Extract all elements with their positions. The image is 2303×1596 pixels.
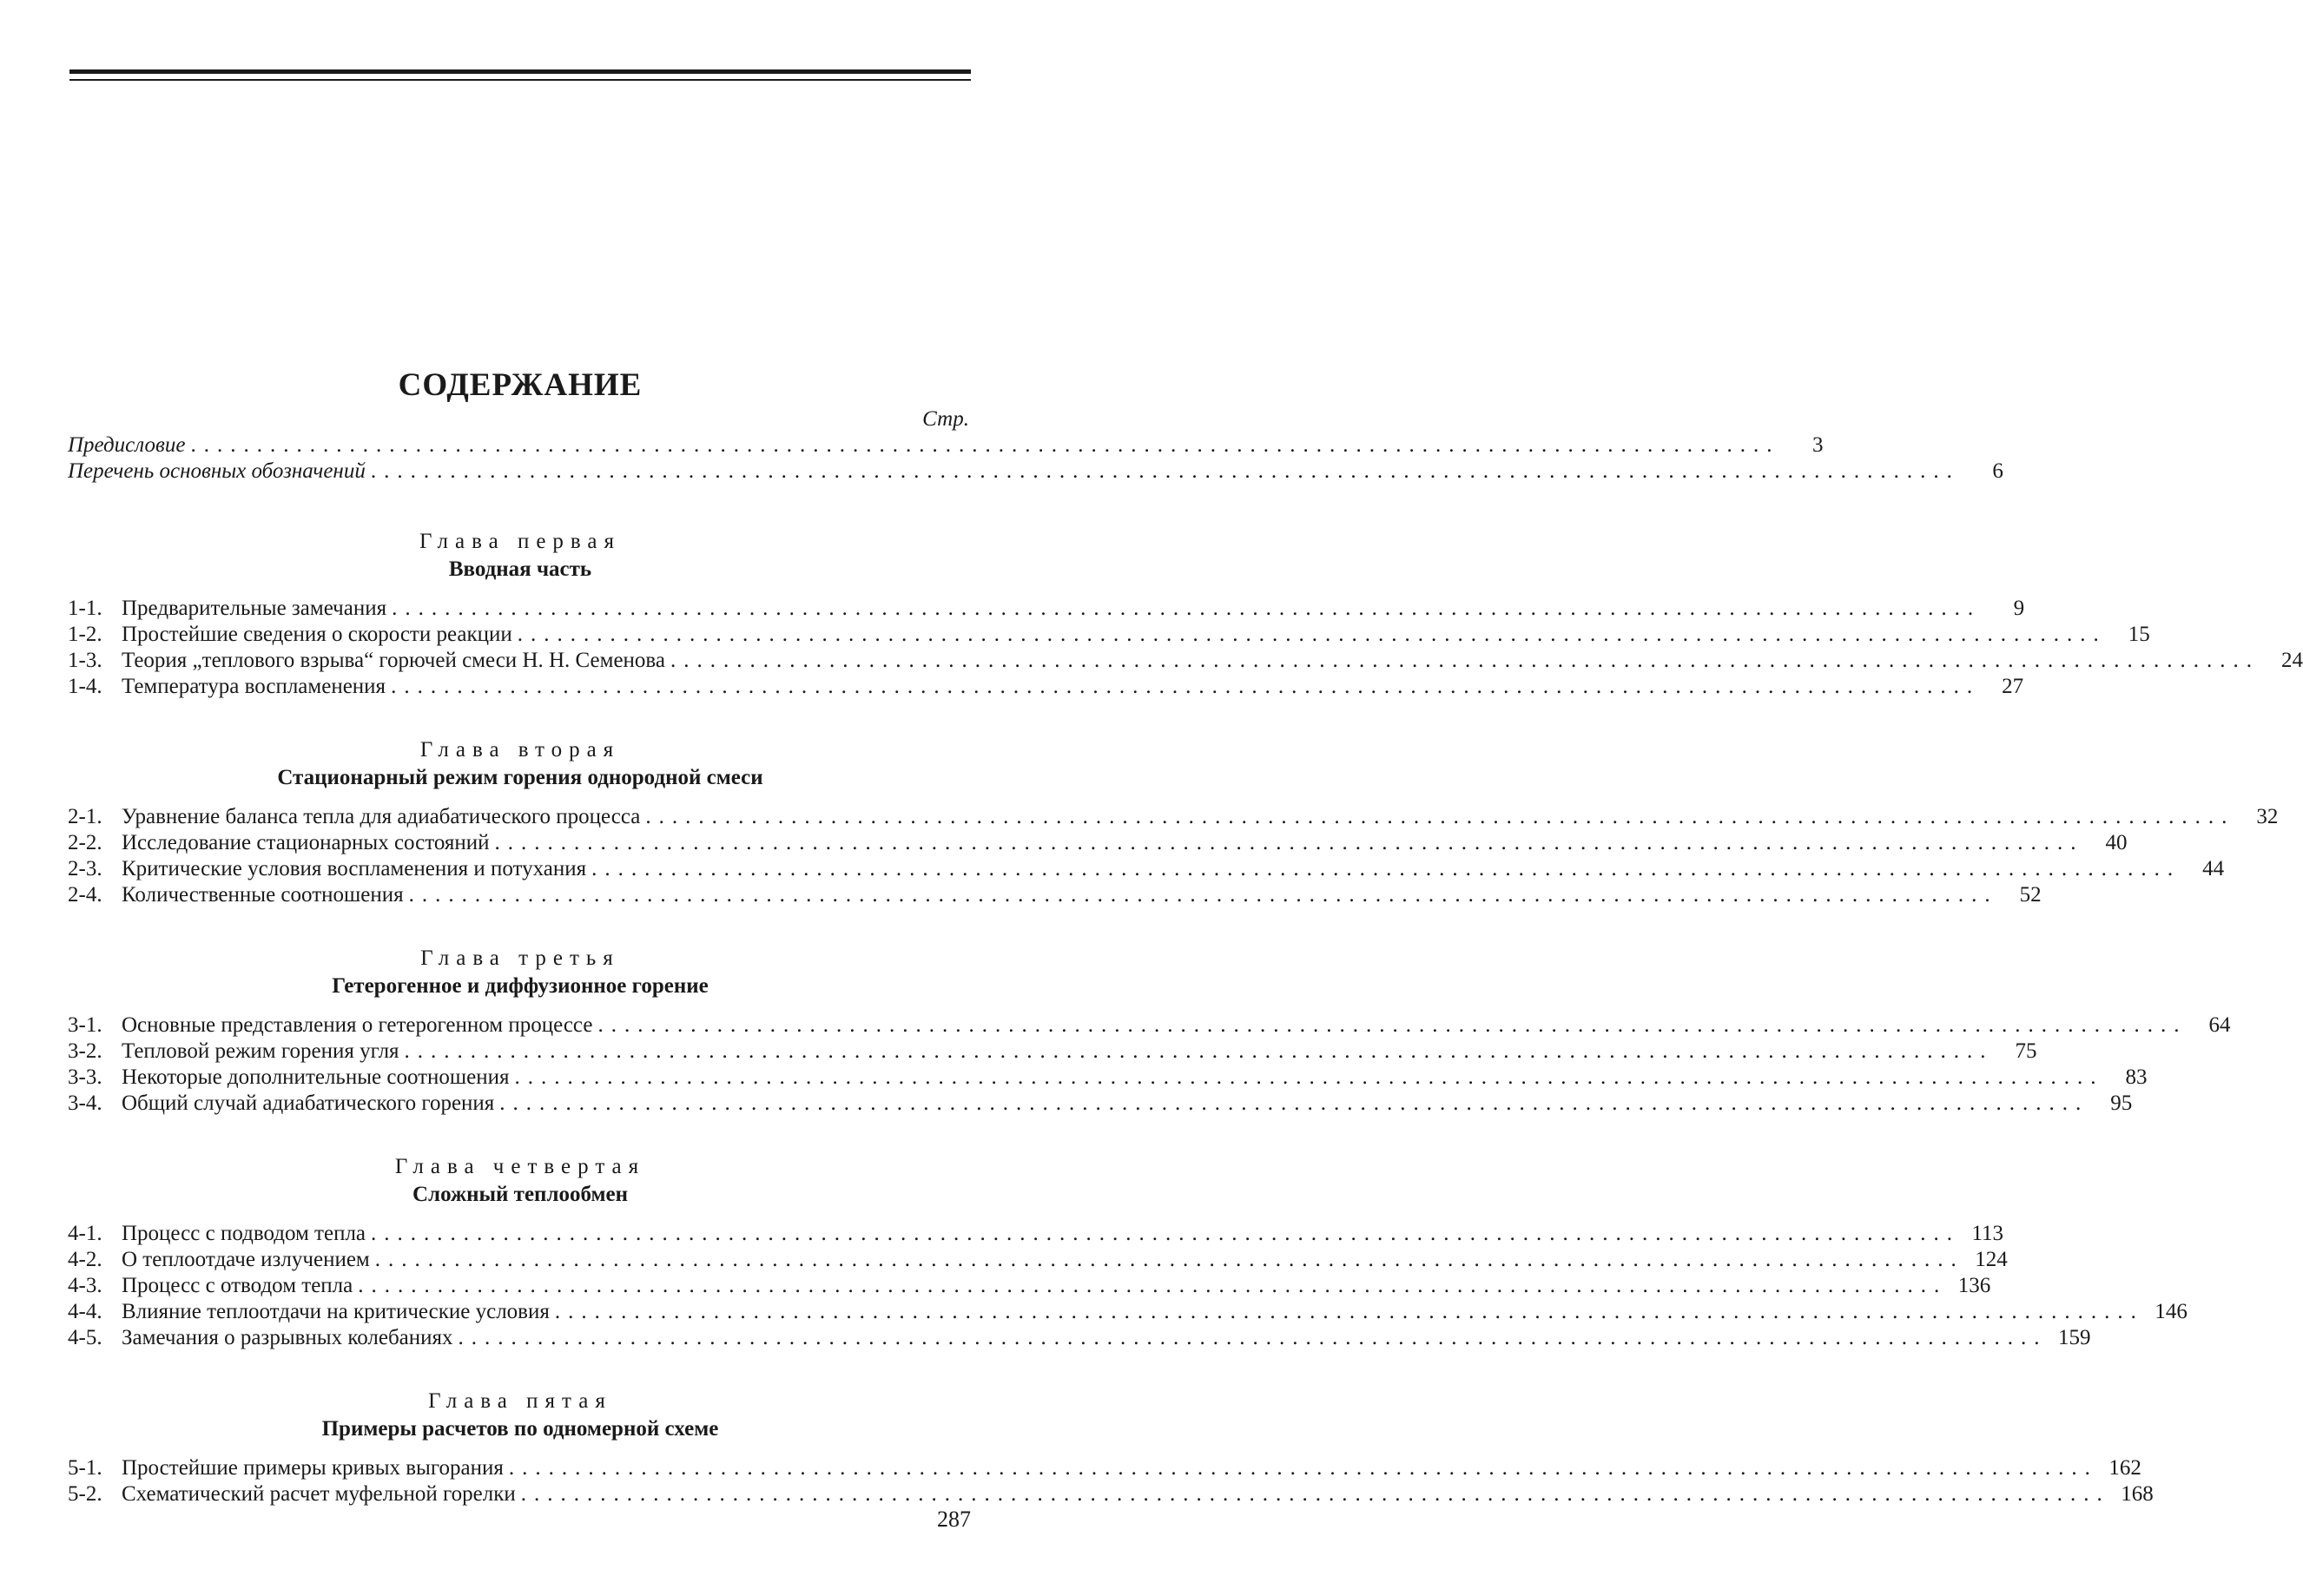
toc-entry-text: Схематический расчет муфельной горелки xyxy=(122,1482,516,1506)
toc-entry-page: 95 xyxy=(2110,1091,2133,1115)
toc-entry-text: Критические условия воспламенения и потухания xyxy=(122,857,587,880)
toc-entry-number: 4-2. xyxy=(68,1248,102,1271)
toc-entry-text: Влияние теплоотдачи на критические условия xyxy=(122,1300,550,1323)
leader-dots: ........................................................................................................................ xyxy=(358,1274,1948,1297)
toc-entry-text: О теплоотдаче излучением xyxy=(122,1248,370,1271)
toc-entry-number: 1-2. xyxy=(68,623,102,646)
leader-dots: ........................................................................................................................ xyxy=(371,1222,1961,1245)
leader-dots: ........................................................................................................................ xyxy=(645,805,2235,828)
toc-entry[interactable] xyxy=(68,622,2150,648)
toc-entry-number: 2-1. xyxy=(68,805,102,828)
chapter-section xyxy=(68,736,2279,908)
toc-entry-page: 136 xyxy=(1957,1274,1991,1297)
toc-entry-page: 9 xyxy=(2013,597,2025,620)
toc-entry[interactable] xyxy=(68,674,2024,700)
toc-entry-number: 4-5. xyxy=(68,1326,102,1349)
toc-entry-text: Простейшие примеры кривых выгорания xyxy=(122,1456,504,1480)
section-gap xyxy=(68,908,973,945)
toc-entry-page: 32 xyxy=(2256,805,2279,828)
leader-dots: ........................................................................................................................ xyxy=(408,883,1998,907)
toc-entry[interactable] xyxy=(68,1481,2154,1507)
leader-dots: ........................................................................................................................ xyxy=(374,1248,1964,1271)
toc-entry-number: 5-2. xyxy=(68,1482,102,1506)
toc-entry-text: Перечень основных обозначений xyxy=(68,459,366,483)
toc-entry[interactable] xyxy=(68,1065,2148,1091)
toc-entry-page: 168 xyxy=(2121,1482,2154,1506)
chapter-label: Глава вторая xyxy=(419,738,621,762)
page-title: СОДЕРЖАНИЕ xyxy=(398,367,643,403)
toc-entry[interactable] xyxy=(68,1455,2141,1481)
toc-entry-text: Основные представления о гетерогенном процессе xyxy=(122,1013,593,1037)
toc-entry-text: Тепловой режим горения угля xyxy=(122,1039,399,1063)
toc-entry-number: 3-1. xyxy=(68,1013,102,1037)
toc-entry-text: Процесс с отводом тепла xyxy=(122,1274,353,1297)
chapter-list xyxy=(68,485,2303,1507)
leader-dots: ........................................................................................................................ xyxy=(391,675,1981,698)
toc-entry-page: 40 xyxy=(2105,831,2128,854)
chapter-title: Примеры расчетов по одномерной схеме xyxy=(321,1417,719,1441)
toc-entry[interactable] xyxy=(68,1299,2188,1325)
chapter-label: Глава третья xyxy=(420,946,620,970)
chapter-title: Стационарный режим горения однородной смеси xyxy=(277,766,763,789)
toc-entry-number: 1-1. xyxy=(68,597,102,620)
leader-dots: ........................................................................................................................ xyxy=(670,649,2260,672)
toc-entry-page: 146 xyxy=(2155,1300,2188,1323)
top-rule xyxy=(69,69,971,74)
toc-entry[interactable] xyxy=(68,1091,2133,1117)
leader-dots: ........................................................................................................................ xyxy=(591,857,2181,880)
toc-entry-number: 2-4. xyxy=(68,883,102,907)
section-gap xyxy=(68,1117,973,1153)
toc-entry-page: 52 xyxy=(2019,883,2042,907)
toc-entry[interactable] xyxy=(68,1247,2008,1273)
toc-entry-number: 2-3. xyxy=(68,857,102,880)
toc-entry-number: 4-3. xyxy=(68,1274,102,1297)
leader-dots: ........................................................................................................................ xyxy=(190,433,1780,457)
leader-dots: ........................................................................................................................ xyxy=(517,623,2107,646)
toc-entry-number: 4-1. xyxy=(68,1222,102,1245)
table-of-contents xyxy=(68,365,2303,1507)
leader-dots: ........................................................................................................................ xyxy=(370,459,1960,483)
section-gap xyxy=(68,1351,973,1388)
toc-entry-number: 4-4. xyxy=(68,1300,102,1323)
leader-dots: ........................................................................................................................ xyxy=(514,1065,2104,1089)
toc-entry-text: Количественные соотношения xyxy=(122,883,404,907)
toc-entry-text: Предисловие xyxy=(68,433,186,457)
toc-entry-text: Замечания о разрывных колебаниях xyxy=(122,1326,453,1349)
toc-entry-number: 3-3. xyxy=(68,1065,102,1089)
leader-dots: ........................................................................................................................ xyxy=(392,597,1982,620)
page-column-label: Стр. xyxy=(922,407,969,431)
chapter-section xyxy=(68,1153,2188,1351)
front-matter xyxy=(68,432,2003,485)
toc-entry-text: Исследование стационарных состояний xyxy=(122,831,490,854)
toc-entry-page: 15 xyxy=(2128,623,2150,646)
toc-entry-number: 2-2. xyxy=(68,831,102,854)
toc-entry[interactable] xyxy=(68,432,1824,458)
toc-entry-number: 1-3. xyxy=(68,649,102,672)
leader-dots: ........................................................................................................................ xyxy=(520,1482,2110,1506)
leader-dots: ........................................................................................................................ xyxy=(508,1456,2098,1480)
chapter-section xyxy=(68,528,2303,700)
toc-entry[interactable] xyxy=(68,1273,1991,1299)
toc-entry-page: 113 xyxy=(1971,1222,2004,1245)
toc-entry[interactable] xyxy=(68,830,2128,856)
toc-entry-page: 6 xyxy=(1992,459,2003,483)
toc-entry-text: Процесс с подводом тепла xyxy=(122,1222,366,1245)
toc-entry[interactable] xyxy=(68,1039,2037,1065)
toc-entry-page: 24 xyxy=(2281,649,2303,672)
section-gap xyxy=(68,700,973,736)
leader-dots: ........................................................................................................................ xyxy=(494,831,2084,854)
leader-dots: ........................................................................................................................ xyxy=(597,1013,2188,1037)
toc-entry-page: 124 xyxy=(1975,1248,2008,1271)
leader-dots: ........................................................................................................................ xyxy=(499,1091,2089,1115)
toc-entry[interactable] xyxy=(68,1325,2091,1351)
toc-entry[interactable] xyxy=(68,882,2042,908)
toc-entry-number: 5-1. xyxy=(68,1456,102,1480)
toc-entry-page: 162 xyxy=(2108,1456,2141,1480)
toc-entry-page: 64 xyxy=(2208,1013,2231,1037)
toc-entry-text: Общий случай адиабатического горения xyxy=(122,1091,495,1115)
toc-entry-number: 1-4. xyxy=(68,675,102,698)
toc-entry[interactable] xyxy=(68,458,2003,485)
top-rule-thin xyxy=(69,79,971,81)
chapter-section xyxy=(68,1388,2154,1507)
toc-entry-text: Теория „теплового взрыва“ горючей смеси Н. Н. Семенова xyxy=(122,649,665,672)
toc-entry[interactable] xyxy=(68,648,2303,674)
leader-dots: ........................................................................................................................ xyxy=(554,1300,2144,1323)
toc-entry-text: Некоторые дополнительные соотношения xyxy=(122,1065,510,1089)
toc-entry-page: 44 xyxy=(2202,857,2225,880)
toc-entry[interactable] xyxy=(68,1221,2004,1247)
toc-entry[interactable] xyxy=(68,804,2279,830)
toc-entry-page: 83 xyxy=(2125,1065,2148,1089)
section-gap xyxy=(68,485,973,528)
page-number: 287 xyxy=(937,1507,971,1532)
chapter-section xyxy=(68,945,2231,1117)
chapter-title: Сложный теплообмен xyxy=(412,1183,628,1206)
toc-entry-text: Предварительные замечания xyxy=(122,597,387,620)
leader-dots: ........................................................................................................................ xyxy=(458,1326,2048,1349)
toc-entry[interactable] xyxy=(68,856,2225,882)
chapter-label: Глава пятая xyxy=(428,1389,612,1413)
toc-entry-page: 3 xyxy=(1811,433,1824,457)
toc-entry-text: Простейшие сведения о скорости реакции xyxy=(122,623,512,646)
toc-entry-text: Температура воспламенения xyxy=(122,675,386,698)
toc-entry[interactable] xyxy=(68,1012,2231,1039)
toc-entry-text: Уравнение баланса тепла для адиабатического процесса xyxy=(122,805,641,828)
chapter-title: Вводная часть xyxy=(448,557,592,581)
leader-dots: ........................................................................................................................ xyxy=(404,1039,1994,1063)
toc-entry-page: 159 xyxy=(2058,1326,2091,1349)
chapter-title: Гетерогенное и диффузионное горение xyxy=(332,974,709,998)
toc-entry-number: 3-2. xyxy=(68,1039,102,1063)
toc-entry-page: 75 xyxy=(2015,1039,2037,1063)
toc-entry[interactable] xyxy=(68,596,2025,622)
chapter-label: Глава четвертая xyxy=(394,1155,646,1178)
toc-entry-number: 3-4. xyxy=(68,1091,102,1115)
toc-entry-page: 27 xyxy=(2002,675,2024,698)
chapter-label: Глава первая xyxy=(419,530,621,553)
